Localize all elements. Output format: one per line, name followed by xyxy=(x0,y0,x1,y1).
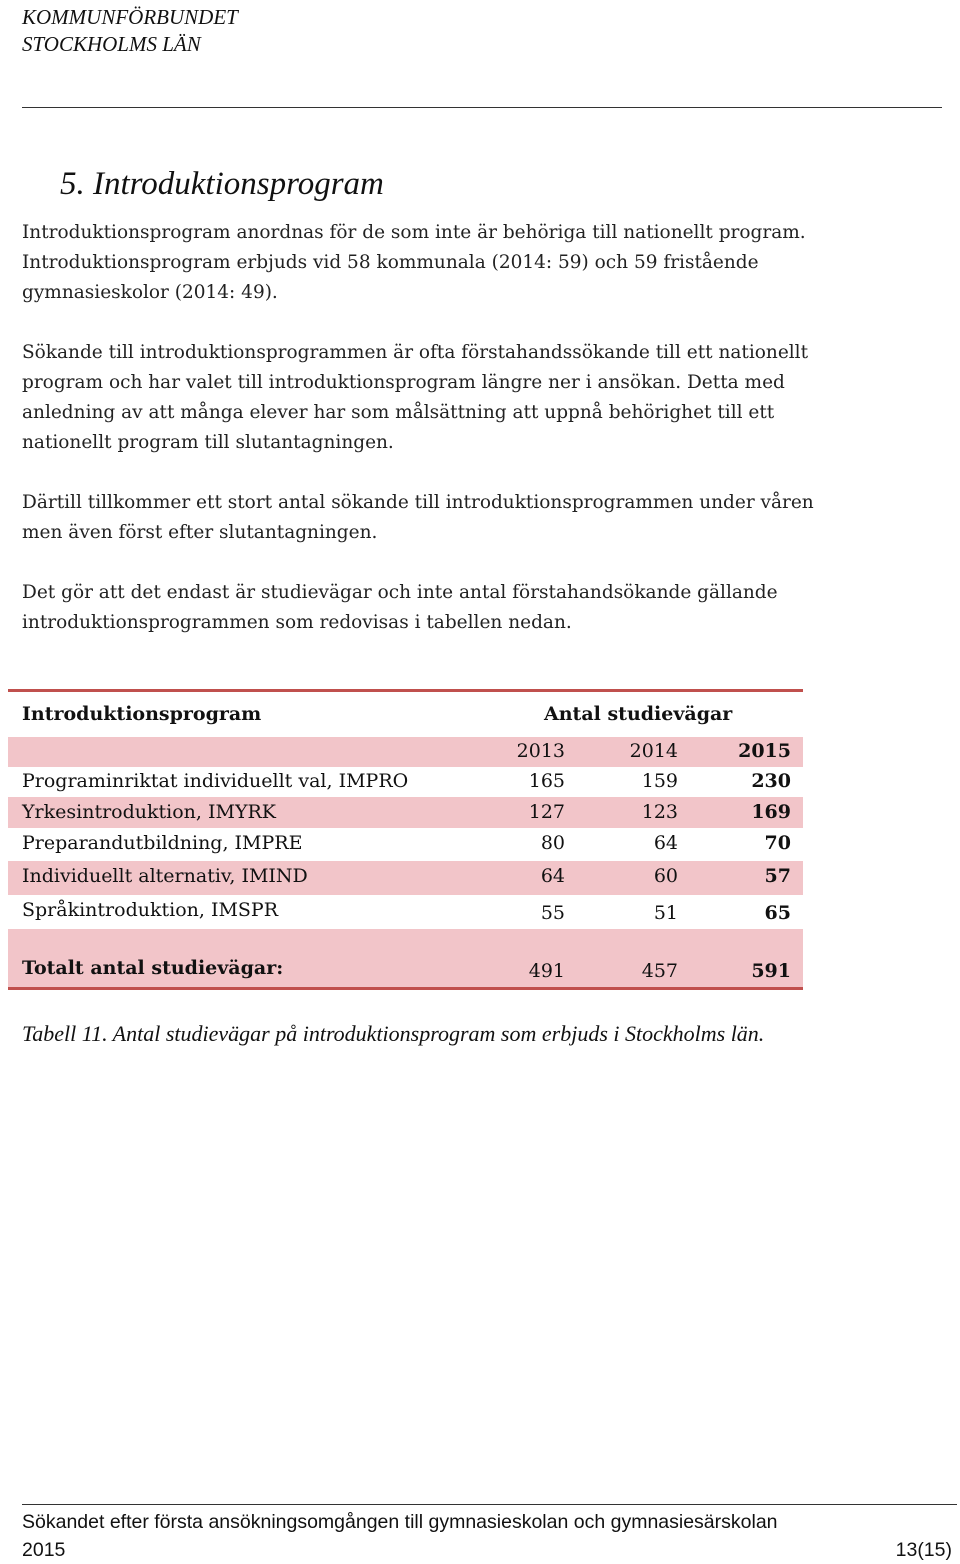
table-row xyxy=(8,797,803,828)
row-value-2014: 51 xyxy=(653,902,678,924)
row-value-2013: 64 xyxy=(540,865,565,887)
page-number: 13(15) xyxy=(895,1539,952,1561)
paragraph-2: Sökande till introduktionsprogrammen är ofta förstahandssökande till ett nationellt program och har valet till introduktionsprogram längre ner i ansökan. Detta med anledning av att många elever har som målsättning att uppnå behörighet till ett nationellt program till slutantagningen. xyxy=(22,342,809,453)
year-2013: 2013 xyxy=(516,740,565,762)
column-header-program: Introduktionsprogram xyxy=(22,703,262,725)
total-value-2014: 457 xyxy=(641,960,678,982)
row-value-2015: 65 xyxy=(764,902,791,924)
table-row xyxy=(8,767,803,797)
year-2014: 2014 xyxy=(629,740,678,762)
footer-divider xyxy=(22,1504,957,1505)
section-title: 5. Introduktionsprogram xyxy=(60,166,384,202)
total-value-2013: 491 xyxy=(528,960,565,982)
footer-title-line1: Sökandet efter första ansökningsomgången till gymnasieskolan och gymnasiesärskolan xyxy=(22,1511,778,1533)
row-label: Preparandutbildning, IMPRE xyxy=(22,832,303,854)
row-value-2015: 169 xyxy=(751,801,791,823)
column-header-count: Antal studievägar xyxy=(544,703,733,725)
footer-title-line2: 2015 xyxy=(22,1539,66,1561)
row-label: Yrkesintroduktion, IMYRK xyxy=(22,801,276,823)
table-caption: Tabell 11. Antal studievägar på introduktionsprogram som erbjuds i Stockholms län. xyxy=(22,1021,765,1046)
year-header-row xyxy=(8,737,803,767)
row-value-2015: 70 xyxy=(764,832,791,854)
footer-document-title xyxy=(22,1508,778,1564)
row-value-2015: 230 xyxy=(751,770,791,792)
row-value-2013: 127 xyxy=(528,801,565,823)
table-row xyxy=(8,861,803,895)
row-label: Programinriktat individuellt val, IMPRO xyxy=(22,770,409,792)
total-label: Totalt antal studievägar: xyxy=(22,957,284,979)
row-value-2014: 123 xyxy=(641,801,678,823)
paragraph-3: Därtill tillkommer ett stort antal sökande till introduktionsprogrammen under våren men även först efter slutantagningen. xyxy=(22,492,814,543)
table-row xyxy=(8,828,803,861)
row-value-2015: 57 xyxy=(764,865,791,887)
organization-name-line2: STOCKHOLMS LÄN xyxy=(22,32,201,56)
row-label: Individuellt alternativ, IMIND xyxy=(22,865,308,887)
row-value-2014: 159 xyxy=(641,770,678,792)
row-value-2013: 165 xyxy=(528,770,565,792)
organization-name-line1: KOMMUNFÖRBUNDET xyxy=(22,5,238,29)
total-value-2015: 591 xyxy=(751,960,791,982)
row-value-2014: 64 xyxy=(653,832,678,854)
table-row xyxy=(8,895,803,929)
organization-name xyxy=(22,4,238,58)
row-label: Språkintroduktion, IMSPR xyxy=(22,899,279,921)
year-2015: 2015 xyxy=(738,740,791,762)
row-value-2013: 80 xyxy=(540,832,565,854)
table-top-rule xyxy=(8,689,803,692)
table-bottom-rule xyxy=(8,987,803,990)
paragraph-4: Det gör att det endast är studievägar och inte antal förstahandsökande gällande introduktionsprogrammen som redovisas i tabellen nedan. xyxy=(22,582,778,633)
row-value-2013: 55 xyxy=(540,902,565,924)
paragraph-1: Introduktionsprogram anordnas för de som inte är behöriga till nationellt program. Introduktionsprogram erbjuds vid 58 kommunala (2014: 59) och 59 fristående gymnasieskolor (2014: 49). xyxy=(22,222,806,303)
row-value-2014: 60 xyxy=(653,865,678,887)
total-row xyxy=(8,929,803,987)
header-divider xyxy=(22,107,942,108)
